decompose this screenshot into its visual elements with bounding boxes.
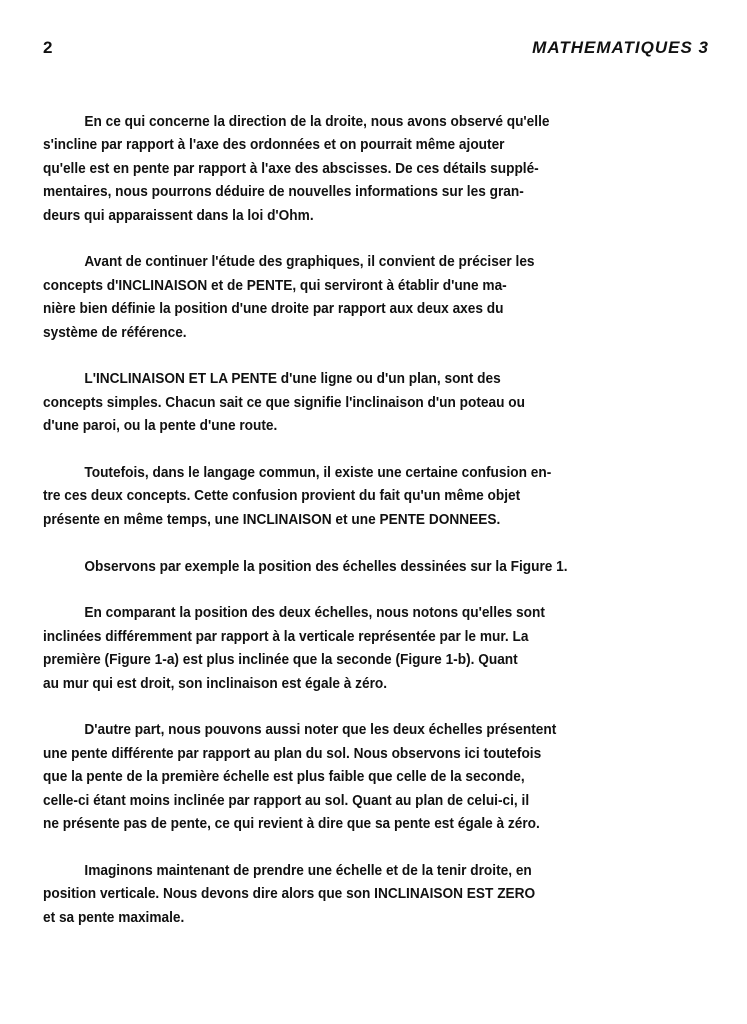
paragraph-line: système de référence. <box>43 323 187 341</box>
paragraph-line: et sa pente maximale. <box>43 908 185 926</box>
paragraph <box>43 718 646 835</box>
running-title: MATHEMATIQUES 3 <box>532 38 709 57</box>
paragraph-line: présente en même temps, une INCLINAISON et une PENTE DONNEES. <box>43 510 501 528</box>
paragraph-line: d'une paroi, ou la pente d'une route. <box>43 417 278 435</box>
paragraph-line: qu'elle est en pente par rapport à l'axe des abscisses. De ces détails supplé- <box>43 159 539 177</box>
paragraph-line: concepts simples. Chacun sait ce que signifie l'inclinaison d'un poteau ou <box>43 393 525 411</box>
paragraph-line: L'INCLINAISON ET LA PENTE d'une ligne ou d'un plan, sont des <box>84 370 501 388</box>
page-header <box>43 38 709 64</box>
paragraph-line: tre ces deux concepts. Cette confusion provient du fait qu'un même objet <box>43 487 521 505</box>
paragraph-line: Toutefois, dans le langage commun, il existe une certaine confusion en- <box>84 464 552 482</box>
paragraph-line: Imaginons maintenant de prendre une échelle et de la tenir droite, en <box>84 861 532 879</box>
paragraph-line: En ce qui concerne la direction de la droite, nous avons observé qu'elle <box>84 113 550 130</box>
paragraph-line: concepts d'INCLINAISON et de PENTE, qui serviront à établir d'une ma- <box>43 276 507 294</box>
paragraph-line: que la pente de la première échelle est plus faible que celle de la seconde, <box>43 768 525 786</box>
paragraph-line: mentaires, nous pourrons déduire de nouvelles informations sur les gran- <box>43 183 524 201</box>
paragraph-line: Observons par exemple la position des échelles dessinées sur la Figure 1. <box>84 557 568 575</box>
page-number: 2 <box>43 38 53 57</box>
paragraph-line: une pente différente par rapport au plan du sol. Nous observons ici toutefois <box>43 744 542 762</box>
paragraph-line: Avant de continuer l'étude des graphiques, il convient de préciser les <box>84 253 535 271</box>
paragraph <box>43 601 646 695</box>
paragraph <box>43 859 646 929</box>
paragraph-line: deurs qui apparaissent dans la loi d'Ohm. <box>43 206 314 224</box>
paragraph <box>43 110 646 227</box>
paragraph <box>43 555 646 578</box>
paragraph-line: En comparant la position des deux échelles, nous notons qu'elles sont <box>84 604 545 622</box>
paragraph-line: s'incline par rapport à l'axe des ordonnées et on pourrait même ajouter <box>43 136 505 154</box>
paragraph-line: celle-ci étant moins inclinée par rapport au sol. Quant au plan de celui-ci, il <box>43 791 530 809</box>
paragraph-line: ne présente pas de pente, ce qui revient à dire que sa pente est égale à zéro. <box>43 815 540 833</box>
paragraph-line: au mur qui est droit, son inclinaison est égale à zéro. <box>43 674 388 692</box>
body-text <box>43 110 646 929</box>
paragraph <box>43 250 646 344</box>
paragraph-line: première (Figure 1-a) est plus inclinée que la seconde (Figure 1-b). Quant <box>43 651 518 669</box>
paragraph-line: inclinées différemment par rapport à la verticale représentée par le mur. La <box>43 627 529 645</box>
paragraph-line: D'autre part, nous pouvons aussi noter que les deux échelles présentent <box>84 721 557 739</box>
paragraph <box>43 461 646 531</box>
paragraph <box>43 367 646 437</box>
paragraph-line: position verticale. Nous devons dire alors que son INCLINAISON EST ZERO <box>43 885 536 903</box>
paragraph-line: nière bien définie la position d'une droite par rapport aux deux axes du <box>43 300 504 318</box>
